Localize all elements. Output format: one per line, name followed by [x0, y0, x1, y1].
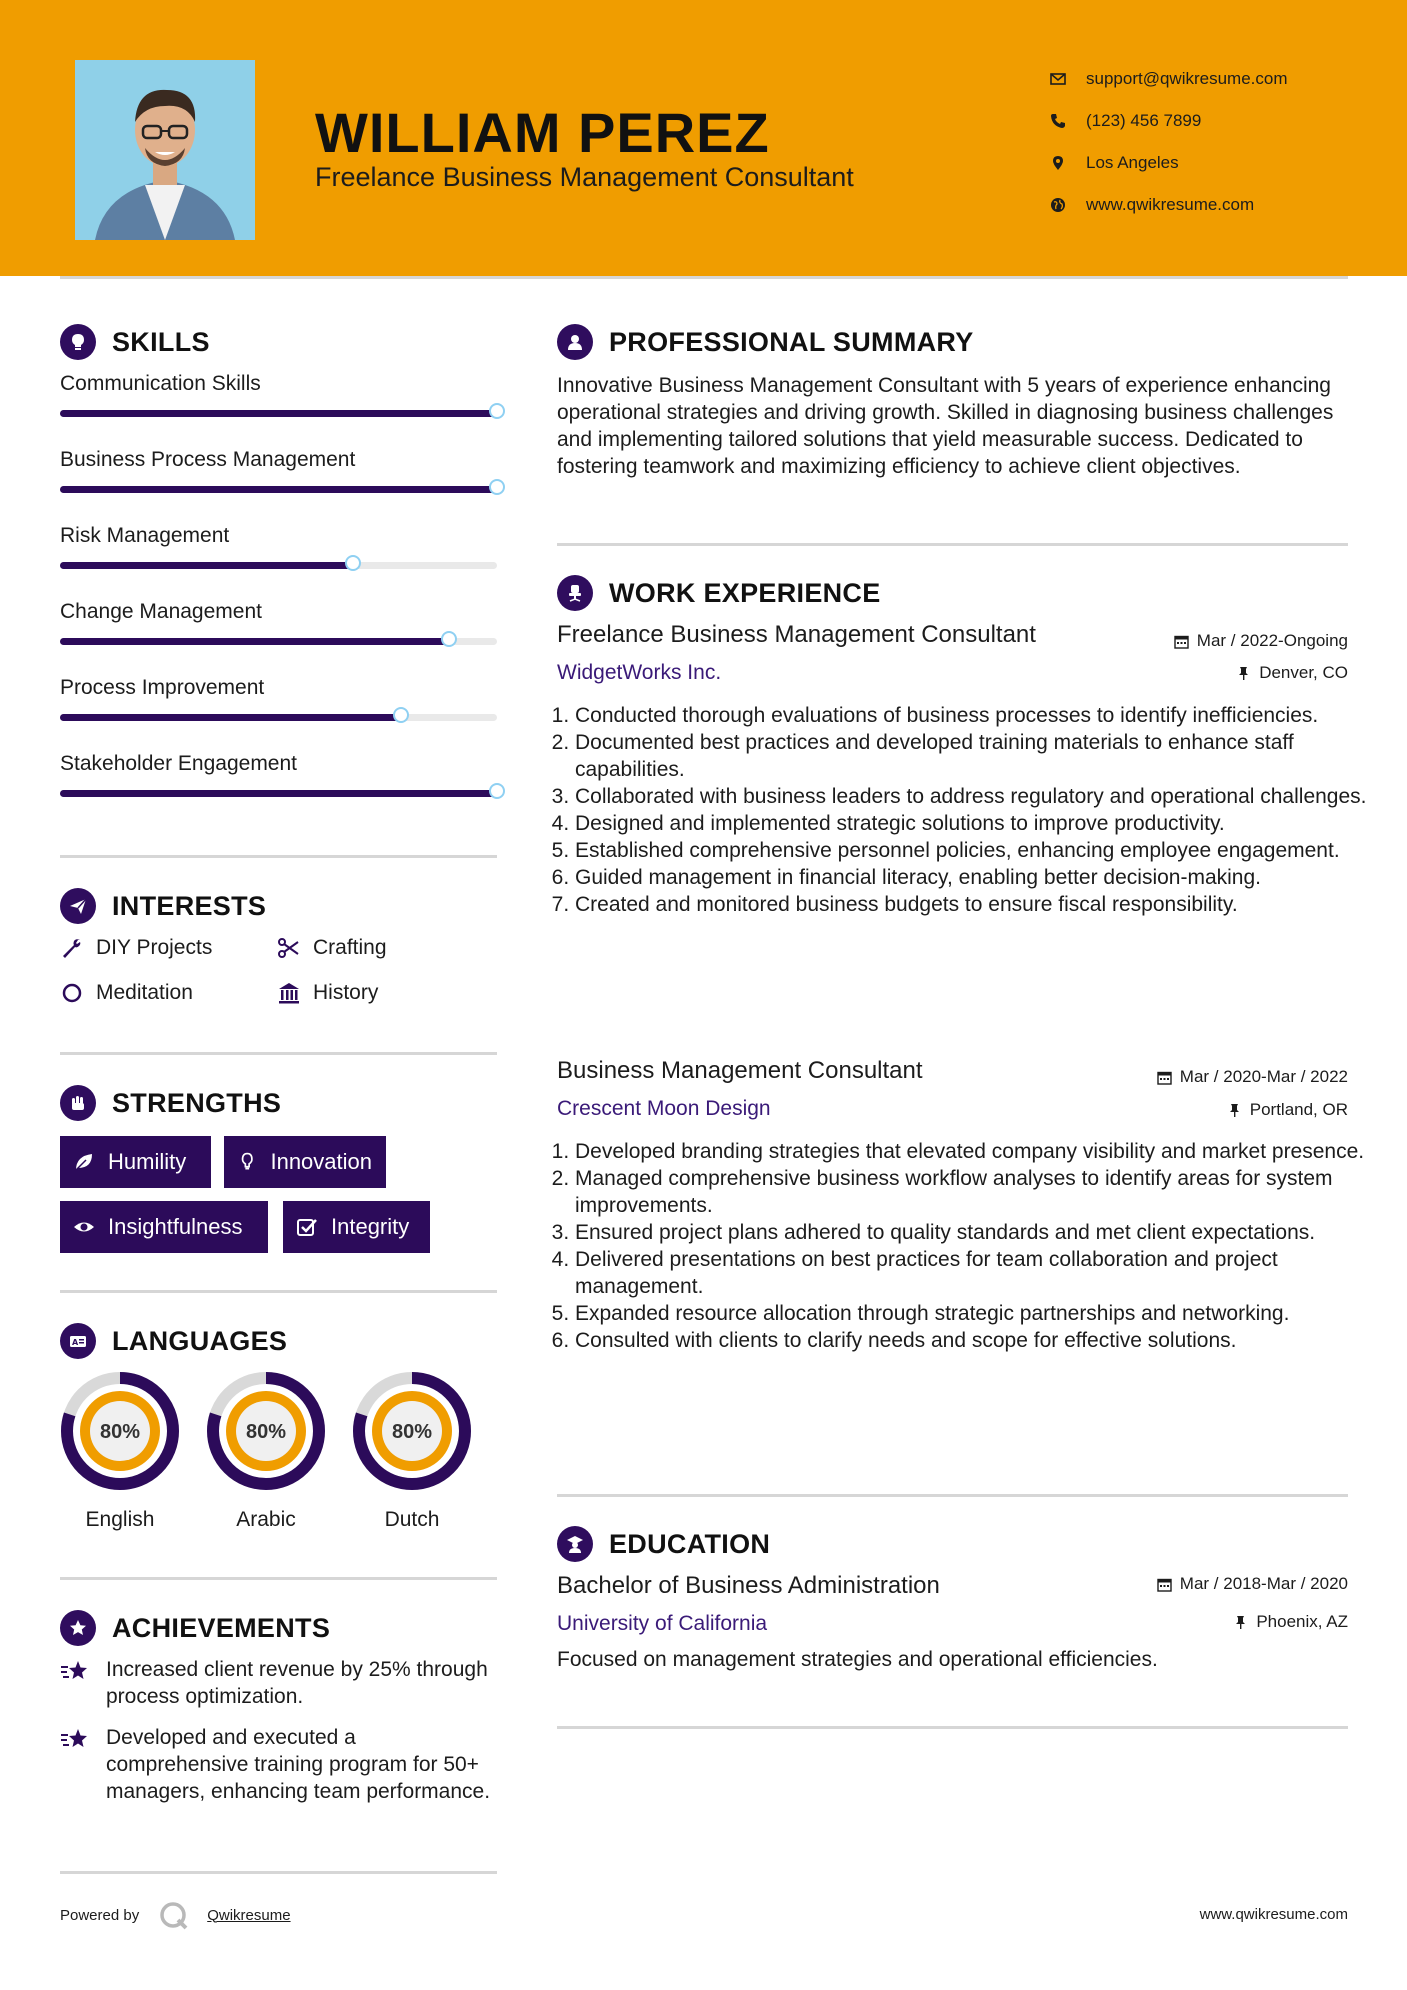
lightbulb-icon: [60, 324, 96, 360]
museum-icon: [277, 981, 301, 1005]
contact-phone-text: (123) 456 7899: [1086, 111, 1202, 130]
skill-label: Stakeholder Engagement: [60, 752, 297, 775]
summary-title: PROFESSIONAL SUMMARY: [609, 326, 974, 357]
contact-location: [1050, 142, 1288, 184]
skill-level-knob: [489, 403, 505, 419]
summary-text: Innovative Business Management Consultant with 5 years of experience enhancing operational strategies and driving growth. Skilled in diagnosing business challenges and implementing tailored solutions that yield measurable success. Dedicated to fostering teamwork and maximizing efficiency to achieve client objectives.: [557, 374, 1334, 478]
education-heading: [557, 1526, 770, 1562]
language-label: English: [85, 1508, 155, 1531]
language-label: Arabic: [236, 1508, 296, 1531]
skill-track: [60, 486, 497, 493]
skill-level-bar: [60, 714, 401, 721]
graduate-icon: [557, 1526, 593, 1562]
skill-track: [60, 562, 497, 569]
language-donut: [350, 1369, 474, 1493]
language-item: [350, 1369, 474, 1532]
strength-badge: [283, 1201, 430, 1253]
job-location-text: Portland, OR: [1249, 1100, 1348, 1119]
language-percent: 80%: [245, 1421, 287, 1443]
contact-location-text: Los Angeles: [1086, 153, 1179, 172]
job-title: Freelance Business Management Consultant: [557, 621, 1036, 648]
job-title: Business Management Consultant: [557, 1057, 923, 1084]
skill-label: Process Improvement: [60, 676, 265, 699]
interest-item: [60, 936, 212, 960]
languages-heading: [60, 1323, 287, 1359]
degree-title: Bachelor of Business Administration: [557, 1572, 940, 1599]
pushpin-icon: [1227, 1103, 1242, 1118]
globe-icon: [1050, 197, 1066, 213]
scissors-icon: [277, 936, 301, 960]
pushpin-icon: [1236, 666, 1251, 681]
check-square-icon: [295, 1215, 319, 1239]
candidate-title: Freelance Business Management Consultant: [315, 162, 854, 192]
job-dates: [1157, 1067, 1348, 1087]
strength-badge: [60, 1201, 268, 1253]
skill-label: Change Management: [60, 600, 262, 623]
company-name: Crescent Moon Design: [557, 1097, 771, 1120]
contact-email-text: support@qwikresume.com: [1086, 69, 1288, 88]
interest-item: [277, 936, 387, 960]
experience-heading: [557, 575, 881, 611]
qwikresume-link[interactable]: Qwikresume: [207, 1906, 291, 1924]
school-name: University of California: [557, 1612, 768, 1635]
skills-title: SKILLS: [112, 326, 210, 357]
skill-level-bar: [60, 562, 353, 569]
footer-website[interactable]: www.qwikresume.com: [1199, 1906, 1348, 1923]
skill-item: [60, 448, 500, 493]
responsibility-item: 3. Collaborated with business leaders to address regulatory and operational challenges.: [575, 783, 1385, 810]
interest-item: [277, 981, 378, 1005]
responsibility-item: 5. Expanded resource allocation through strategic partnerships and networking.: [575, 1300, 1385, 1327]
skill-item: [60, 372, 500, 417]
education-title: EDUCATION: [609, 1528, 771, 1559]
job-dates-text: Mar / 2020-Mar / 2022: [1179, 1067, 1348, 1086]
skill-level-bar: [60, 486, 497, 493]
skill-track: [60, 638, 497, 645]
interests-title: INTERESTS: [112, 890, 267, 921]
contact-website[interactable]: [1050, 184, 1288, 226]
experience-divider: [557, 1494, 1348, 1497]
education-location: [1233, 1612, 1348, 1632]
contact-phone[interactable]: [1050, 100, 1288, 142]
responsibility-item: 6. Guided management in financial literacy, enabling better decision-making.: [575, 864, 1385, 891]
summary-divider: [557, 543, 1348, 546]
skill-item: [60, 752, 500, 797]
achievements-title: ACHIEVEMENTS: [112, 1612, 331, 1643]
shooting-star-icon: [60, 1658, 92, 1686]
responsibility-item: 2. Managed comprehensive business workflow analyses to identify areas for system improvements.: [575, 1165, 1385, 1219]
leaf-icon: [72, 1150, 96, 1174]
achievement-text: Developed and executed a comprehensive training program for 50+ managers, enhancing team performance.: [106, 1726, 491, 1803]
summary-heading: [557, 324, 974, 360]
interest-item: [60, 981, 193, 1005]
education-dates-text: Mar / 2018-Mar / 2020: [1179, 1574, 1348, 1593]
achievements-heading: [60, 1610, 330, 1646]
language-item: [58, 1369, 182, 1532]
strength-badge: [60, 1136, 211, 1188]
wrench-icon: [60, 936, 84, 960]
education-divider: [557, 1726, 1348, 1729]
svg-text:A: A: [72, 1338, 79, 1347]
powered-by-text: Powered by: [60, 1906, 140, 1924]
contact-website-text: www.qwikresume.com: [1086, 195, 1255, 214]
language-donut: [58, 1369, 182, 1493]
experience-title: WORK EXPERIENCE: [609, 577, 881, 608]
achievement-item: [60, 1724, 500, 1805]
job-location: [1236, 663, 1348, 683]
strengths-title: STRENGTHS: [112, 1087, 282, 1118]
star-badge-icon: [60, 1610, 96, 1646]
achievement-text: Increased client revenue by 25% through process optimization.: [106, 1658, 488, 1708]
skill-level-knob: [489, 783, 505, 799]
calendar-icon: [1157, 1070, 1172, 1085]
interest-label: Meditation: [96, 981, 193, 1004]
responsibility-item: 1. Developed branding strategies that elevated company visibility and market presence.: [575, 1138, 1385, 1165]
skill-track: [60, 714, 497, 721]
strengths-heading: [60, 1085, 281, 1121]
language-item: [204, 1369, 328, 1532]
company-name: WidgetWorks Inc.: [557, 661, 722, 684]
skill-level-bar: [60, 410, 497, 417]
education-location-text: Phoenix, AZ: [1256, 1612, 1348, 1631]
job-responsibilities: [553, 1138, 1385, 1354]
strength-label: Humility: [108, 1149, 187, 1174]
job-location-text: Denver, CO: [1259, 663, 1348, 682]
skill-label: Risk Management: [60, 524, 230, 547]
footer-powered-by: [60, 1898, 291, 1932]
profile-photo: [75, 60, 255, 240]
job-location: [1227, 1100, 1348, 1120]
responsibility-item: 2. Documented best practices and developed training materials to enhance staff capabilities.: [575, 729, 1385, 783]
skill-level-knob: [345, 555, 361, 571]
language-percent: 80%: [391, 1421, 433, 1443]
responsibility-item: 7. Created and monitored business budgets to ensure fiscal responsibility.: [575, 891, 1385, 918]
strength-label: Insightfulness: [108, 1214, 243, 1239]
candidate-name: WILLIAM PEREZ: [315, 101, 770, 164]
lightbulb-icon: [236, 1150, 258, 1174]
interest-label: History: [313, 981, 379, 1004]
language-card-icon: [60, 1323, 96, 1359]
phone-icon: [1050, 113, 1066, 129]
header-divider: [60, 276, 1348, 279]
interest-label: Crafting: [313, 936, 387, 959]
interests-divider: [60, 1052, 497, 1055]
responsibility-item: 3. Ensured project plans adhered to quality standards and met client expectations.: [575, 1219, 1385, 1246]
skill-level-knob: [489, 479, 505, 495]
language-percent: 80%: [99, 1421, 141, 1443]
skill-item: [60, 600, 500, 645]
contact-email[interactable]: [1050, 58, 1288, 100]
header-banner: [0, 0, 1407, 276]
skills-divider: [60, 855, 497, 858]
user-icon: [557, 324, 593, 360]
mail-icon: [1050, 71, 1066, 87]
education-dates: [1157, 1574, 1348, 1594]
calendar-icon: [1174, 634, 1189, 649]
responsibility-item: 4. Delivered presentations on best practices for team collaboration and project management.: [575, 1246, 1385, 1300]
job-dates: [1174, 631, 1348, 651]
skill-track: [60, 790, 497, 797]
responsibility-item: 1. Conducted thorough evaluations of business processes to identify inefficiencies.: [575, 702, 1385, 729]
responsibility-item: 5. Established comprehensive personnel policies, enhancing employee engagement.: [575, 837, 1385, 864]
languages-title: LANGUAGES: [112, 1325, 288, 1356]
job-responsibilities: [553, 702, 1385, 918]
qwikresume-logo-icon: [153, 1898, 197, 1932]
language-label: Dutch: [384, 1508, 440, 1531]
strength-label: Innovation: [270, 1149, 372, 1174]
responsibility-item: 4. Designed and implemented strategic solutions to improve productivity.: [575, 810, 1385, 837]
education-description: Focused on management strategies and operational efficiencies.: [557, 1648, 1158, 1671]
skill-level-knob: [393, 707, 409, 723]
skill-level-knob: [441, 631, 457, 647]
responsibility-item: 6. Consulted with clients to clarify needs and scope for effective solutions.: [575, 1327, 1385, 1354]
job-dates-text: Mar / 2022-Ongoing: [1196, 631, 1348, 650]
pushpin-icon: [1233, 1615, 1248, 1630]
skill-item: [60, 524, 500, 569]
shooting-star-icon: [60, 1726, 92, 1754]
achievements-divider: [60, 1871, 497, 1874]
achievement-item: [60, 1656, 500, 1710]
languages-divider: [60, 1577, 497, 1580]
skills-heading: [60, 324, 210, 360]
eye-icon: [72, 1215, 96, 1239]
skill-label: Communication Skills: [60, 372, 261, 395]
skill-item: [60, 676, 500, 721]
skill-level-bar: [60, 638, 449, 645]
language-donut: [204, 1369, 328, 1493]
skill-label: Business Process Management: [60, 448, 356, 471]
strength-label: Integrity: [331, 1214, 410, 1239]
skill-level-bar: [60, 790, 497, 797]
interests-heading: [60, 888, 266, 924]
location-pin-icon: [1050, 155, 1066, 171]
circle-icon: [60, 981, 84, 1005]
strengths-divider: [60, 1290, 497, 1293]
strength-badge: [224, 1136, 386, 1188]
paper-plane-icon: [60, 888, 96, 924]
office-chair-icon: [557, 575, 593, 611]
skill-track: [60, 410, 497, 417]
contact-list: [1050, 58, 1288, 226]
interest-label: DIY Projects: [96, 936, 213, 959]
fist-icon: [60, 1085, 96, 1121]
calendar-icon: [1157, 1577, 1172, 1592]
